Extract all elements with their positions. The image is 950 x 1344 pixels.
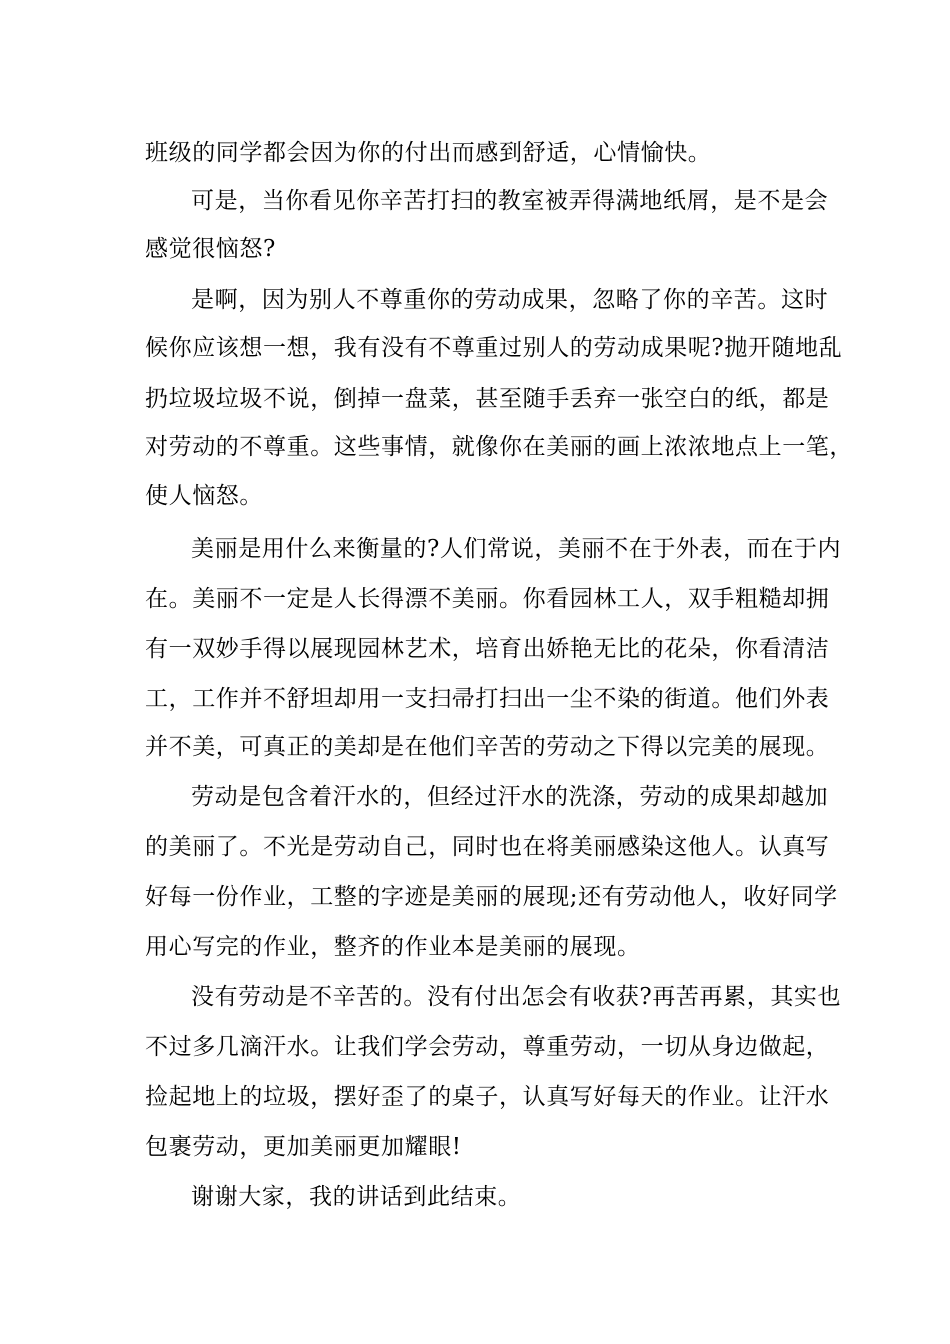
text-line: 并不美，可真正的美却是在他们辛苦的劳动之下得以完美的展现。 bbox=[145, 734, 830, 760]
text-line: 好每一份作业，工整的字迹是美丽的展现;还有劳动他人，收好同学 bbox=[145, 884, 838, 910]
text-line: 扔垃圾垃圾不说，倒掉一盘菜，甚至随手丢弃一张空白的纸，都是 bbox=[145, 386, 830, 412]
text-line: 对劳动的不尊重。这些事情，就像你在美丽的画上浓浓地点上一笔， bbox=[145, 434, 853, 460]
text-line: 用心写完的作业，整齐的作业本是美丽的展现。 bbox=[145, 934, 641, 960]
text-line: 感觉很恼怒? bbox=[145, 236, 276, 262]
text-line: 班级的同学都会因为你的付出而感到舒适，心情愉快。 bbox=[145, 140, 712, 166]
text-line: 可是，当你看见你辛苦打扫的教室被弄得满地纸屑，是不是会 bbox=[191, 188, 829, 214]
text-line: 不过多几滴汗水。让我们学会劳动，尊重劳动，一切从身边做起， bbox=[145, 1034, 830, 1060]
text-line: 谢谢大家，我的讲话到此结束。 bbox=[191, 1184, 522, 1210]
text-line: 没有劳动是不辛苦的。没有付出怎会有收获?再苦再累，其实也 bbox=[191, 984, 842, 1010]
text-line: 是啊，因为别人不尊重你的劳动成果，忽略了你的辛苦。这时 bbox=[191, 287, 829, 313]
text-line: 使人恼怒。 bbox=[145, 483, 263, 509]
text-line: 工，工作并不舒坦却用一支扫帚打扫出一尘不染的街道。他们外表 bbox=[145, 686, 830, 712]
text-line: 捡起地上的垃圾，摆好歪了的桌子，认真写好每天的作业。让汗水 bbox=[145, 1084, 830, 1110]
text-line: 在。美丽不一定是人长得漂不美丽。你看园林工人，双手粗糙却拥 bbox=[145, 586, 830, 612]
text-line: 包裹劳动，更加美丽更加耀眼! bbox=[145, 1134, 462, 1160]
text-line: 有一双妙手得以展现园林艺术，培育出娇艳无比的花朵，你看清洁 bbox=[145, 636, 830, 662]
text-line: 候你应该想一想，我有没有不尊重过别人的劳动成果呢?抛开随地乱 bbox=[145, 335, 843, 361]
text-line: 的美丽了。不光是劳动自己，同时也在将美丽感染这他人。认真写 bbox=[145, 834, 830, 860]
text-line: 美丽是用什么来衡量的?人们常说，美丽不在于外表，而在于内 bbox=[191, 536, 842, 562]
text-line: 劳动是包含着汗水的，但经过汗水的洗涤，劳动的成果却越加 bbox=[191, 784, 829, 810]
